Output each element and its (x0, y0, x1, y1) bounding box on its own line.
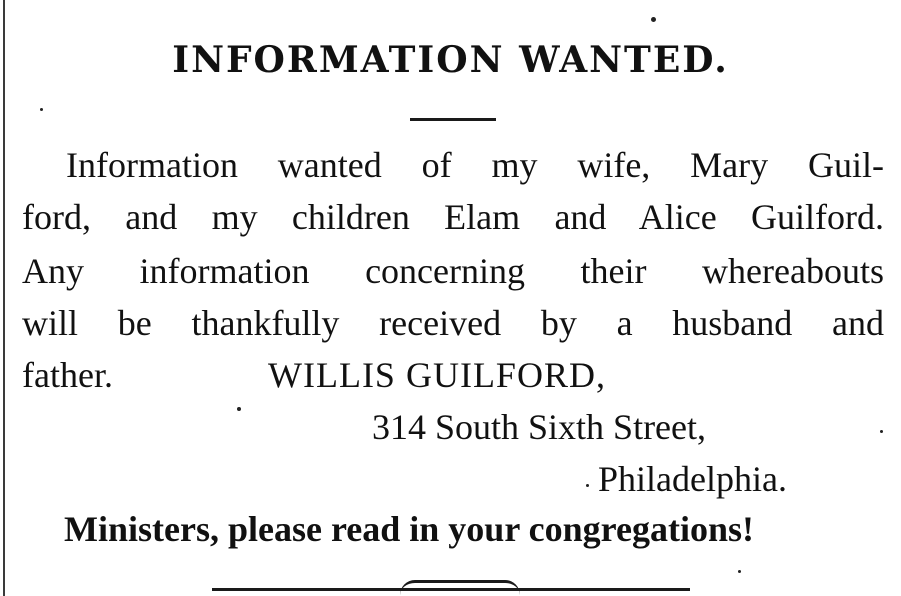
signature-name: WILLIS GUILFORD, (268, 355, 606, 395)
ink-speck (880, 430, 883, 433)
headline: INFORMATION WANTED. (172, 39, 729, 81)
signature-city: Philadelphia. (598, 459, 787, 499)
bottom-rule (212, 588, 690, 591)
body-line-4: will be thankfully received by a husband and (22, 303, 884, 343)
ink-speck (40, 108, 43, 111)
signature-street: 314 South Sixth Street, (372, 407, 707, 447)
ink-speck (738, 570, 741, 573)
ink-speck (586, 484, 589, 487)
ink-speck (651, 17, 656, 22)
ink-speck (237, 407, 241, 411)
body-line-2: ford, and my children Elam and Alice Guilford. (22, 197, 884, 237)
headline-divider (410, 118, 496, 121)
footer-note: Ministers, please read in your congregations! (64, 509, 754, 549)
body-line-1: Information wanted of my wife, Mary Guil- (66, 145, 884, 185)
body-line-3: Any information concerning their whereabouts (22, 251, 884, 291)
column-rule (3, 0, 5, 596)
body-closing-word: father. (22, 355, 113, 395)
